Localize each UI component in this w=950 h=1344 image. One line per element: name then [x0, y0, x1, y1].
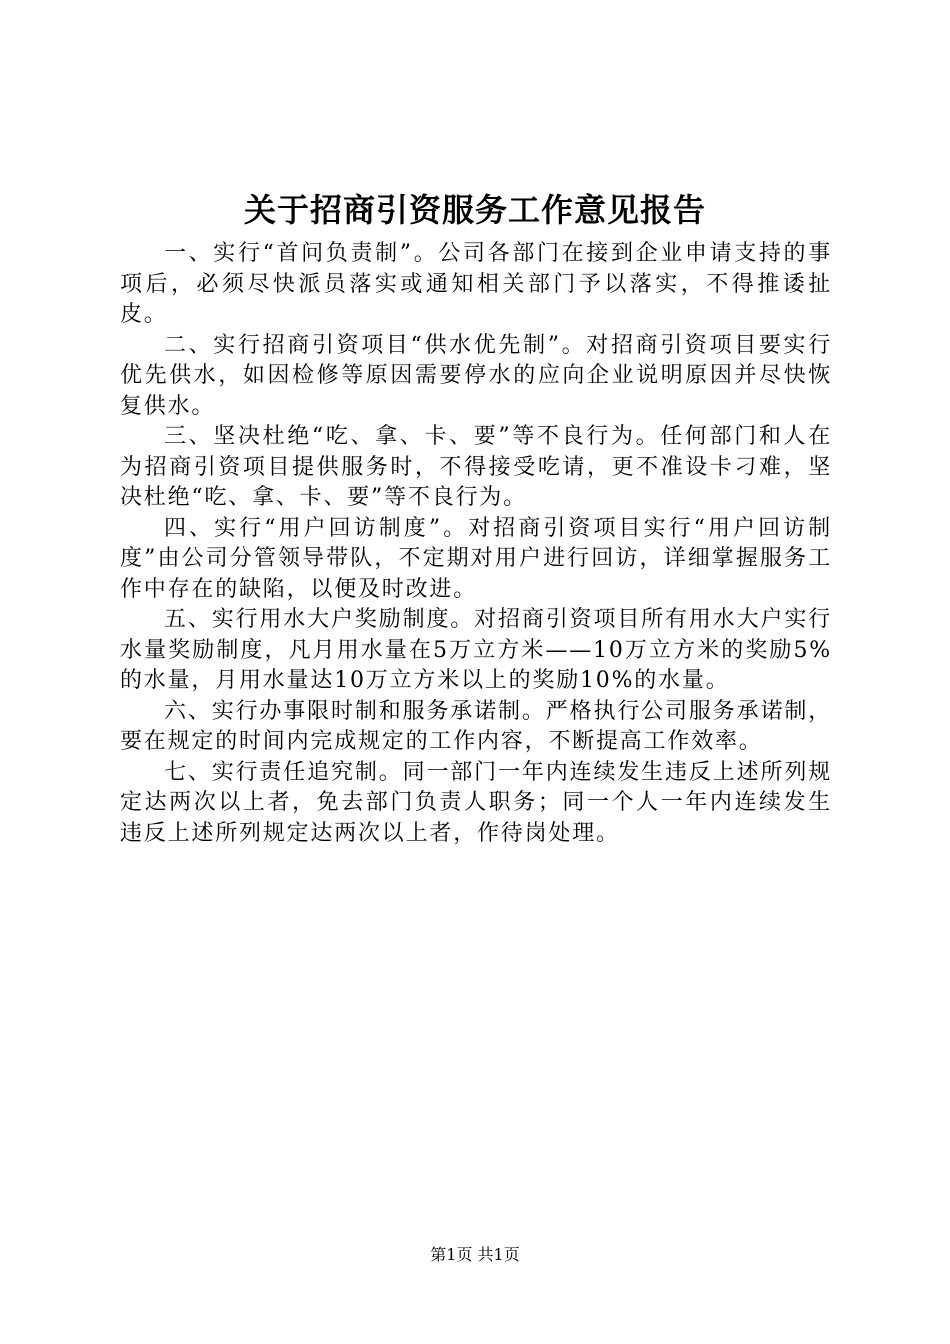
- paragraph-2: 二、实行招商引资项目“供水优先制”。对招商引资项目要实行优先供水，如因检修等原因需要停水的应向企业说明原因并尽快恢复供水。: [120, 332, 832, 419]
- paragraph-3: 三、坚决杜绝“吃、拿、卡、要”等不良行为。任何部门和人在为招商引资项目提供服务时，不得接受吃请，更不准设卡刁难，坚决杜绝“吃、拿、卡、要”等不良行为。: [120, 424, 832, 510]
- page-footer: 第1页 共1页: [430, 1245, 520, 1264]
- document-title: 关于招商引资服务工作意见报告: [243, 191, 706, 229]
- paragraph-1: 一、实行“首问负责制”。公司各部门在接到企业申请支持的事项后，必须尽快派员落实或通知相关部门予以落实，不得推诿扯皮。: [120, 241, 832, 327]
- paragraph-4: 四、实行“用户回访制度”。对招商引资项目实行“用户回访制度”由公司分管领导带队，不定期对用户进行回访，详细掌握服务工作中存在的缺陷，以便及时改进。: [120, 515, 832, 602]
- paragraph-5: 五、实行用水大户奖励制度。对招商引资项目所有用水大户实行水量奖励制度，凡月用水量在5万立方米——10万立方米的奖励5%的水量，月用水量达10万立方米以上的奖励10%的水量。: [120, 607, 832, 693]
- document-body: [120, 239, 832, 849]
- paragraph-7: 七、实行责任追究制。同一部门一年内连续发生违反上述所列规定达两次以上者，免去部门负责人职务；同一个人一年内连续发生违反上述所列规定达两次以上者，作待岗处理。: [120, 759, 832, 846]
- paragraph-6: 六、实行办事限时制和服务承诺制。严格执行公司服务承诺制，要在规定的时间内完成规定的工作内容，不断提高工作效率。: [120, 698, 832, 754]
